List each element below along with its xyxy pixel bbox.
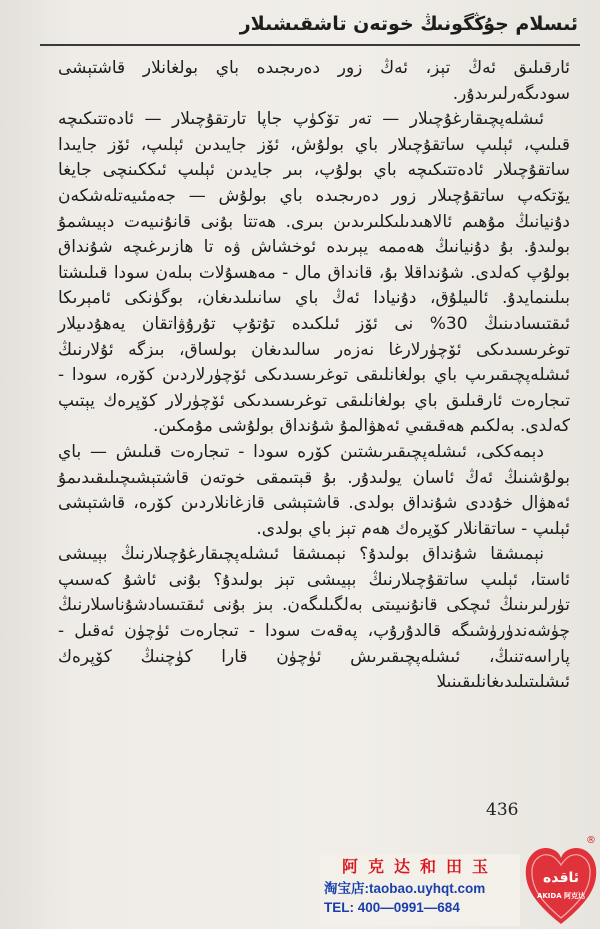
body-text: [58, 56, 570, 706]
page-number: 436: [486, 800, 519, 820]
paragraph-2: ئىشلەپچىقارغۇچىلار — تەر تۆكۈپ جاپا تارتقۇچىلار — ئادەتتىكىچە قىلىپ، ئېلىپ ساتقۇچىلار باي بولۇش، ئۆز جايىدىن ئېلىپ، ئۆز جايىدا ساتقۇچىلار ئادەتتىكىچە باي بولۇپ، بىر جايدىن ئېلىپ ئىككىنچى جايغا يۆتكەپ ساتقۇچىلار زور دەرىجىدە باي بولۇش — جەمئىيەتلەشكەن دۇنيانىڭ مۇھىم ئالاھىدىلىكلىرىدىن بىرى. ھەتتا بۇنى قانۇنىيەت دېيىشمۇ بولىدۇ. بۇ دۇنيانىڭ ھەممە يېرىدە ئوخشاش ۋە تا ھازىرغىچە شۇنداق بولۇپ كەلدى. شۇنداقلا بۇ، قانداق مال - مەھسۇلات بىلەن سودا قىلىشتا بىلىنمايدۇ. ئالىيلۇق، دۇنيادا ئەڭ باي سانىلىدىغان، بوگۈنكى ئامېرىكا ئىقتىسادىنىڭ 30% نى ئۆز ئىلكىدە تۇتۇپ تۇرۇۋاتقان يەھۇدىيلار توغرىسىدىكى ئۆچۈرلارغا نەزەر سالىدىغان بولساق، بىزگە ئۇلارنىڭ ئىشلەپچىقىرىپ باي بولغانلىقى توغرىسىدىكى ئۆچۈرلاردىن كۆرە، سودا - تىجارەت ئارقىلىق باي بولغانلىقى توغرىسىدىكى ئۆچۈرلار كۆپرەك يېتىپ كەلدى. بەلكىم ھەقىقىي ئەھۋالمۇ شۇنداق بولۇشى مۇمكىن.: [58, 109, 571, 437]
akida-logo-icon: [522, 838, 600, 929]
watermark-banner: [320, 854, 520, 926]
logo-subtext: AKIDA 阿克达: [536, 892, 586, 900]
banner-phone: TEL: 400—0991—684: [324, 900, 460, 915]
logo-text: ئاقدە: [542, 870, 580, 886]
registered-mark: ®: [586, 835, 596, 846]
banner-title: 阿克达和田玉: [341, 857, 498, 876]
banner-shop-url: 淘宝店:taobao.uyhqt.com: [324, 881, 486, 896]
paragraph-3: دېمەككى، ئىشلەپچىقىرىشتىن كۆرە سودا - تىجارەت قىلىش — باي بولۇشنىڭ ئەڭ ئاسان يولىدۇر. بۇ قېتىمقى خوتەن قاشتېشىچىلىقىدىمۇ ئەھۋال خۇددى شۇنداق بولدى. قاشتېشى قازغانلاردىن كۆرە، قاشتېشى ئېلىپ - ساتقانلار كۆپرەك ھەم تېز باي بولدى.: [58, 441, 570, 539]
paragraph-4: نېمىشقا شۇنداق بولىدۇ؟ نېمىشقا ئىشلەپچىقارغۇچىلارنىڭ بېيىشى ئاستا، ئېلىپ ساتقۇچىلارنىڭ بېيىشى تېز بولىدۇ؟ بۇنى ئاشۇ كەسىپ تۈرلىرىنىڭ ئىچكى قانۇنىيىتى بەلگىلىگەن. بىز بۇنى ئىقتىسادشۇناسلارنىڭ چۈشەندۈرۈشىگە قالدۇرۇپ، پەقەت سودا - تىجارەت ئۈچۈن ئەقىل - پاراسەتنىڭ، ئىشلەپچىقىرىش ئۈچۈن قارا كۈچنىڭ كۆپرەك ئىشلىتىلىدىغانلىقىنىلا: [58, 544, 570, 693]
running-head: ئىسلام جۇڭگونىڭ خوتەن تاشقىشىلار: [239, 13, 578, 35]
header-rule: [40, 44, 580, 46]
paragraph-1: ئارقىلىق ئەڭ تېز، ئەڭ زور دەرىجىدە باي بولغانلار قاشتېشى سودىگەرلىرىدۇر.: [58, 58, 570, 104]
